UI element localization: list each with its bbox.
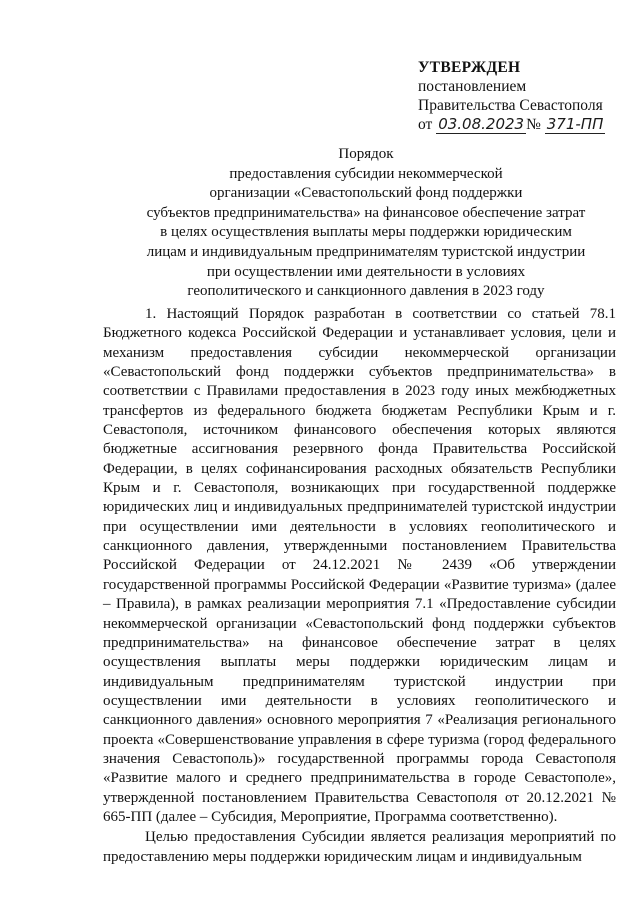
handwritten-number: 371-ПП — [546, 115, 604, 133]
approval-line-decree: постановлением — [418, 78, 527, 95]
title-line-8: геополитического и санкционного давления в 2023 году — [187, 283, 545, 300]
body-paragraph-2: Целью предоставления Субсидии является реализация мероприятий по предоставлению меры поддержки юридическим лицам и индивидуальным — [103, 829, 616, 865]
approval-stamp-block — [418, 58, 628, 134]
title-line-5: в целях осуществления выплаты меры поддержки юридическим — [160, 224, 572, 241]
title-line-7: при осуществлении ими деятельности в условиях — [206, 263, 526, 280]
approval-line-government: Правительства Севастополя — [418, 97, 603, 114]
handwritten-date: 03.08.2023 — [438, 115, 525, 133]
approval-date-line — [418, 115, 628, 134]
document-title — [96, 145, 636, 302]
title-line-2: предоставления субсидии некоммерческой — [229, 165, 503, 182]
date-prefix: от — [418, 116, 433, 133]
document-body — [103, 305, 616, 867]
title-line-4: субъектов предпринимательства» на финансовое обеспечение затрат — [146, 204, 586, 221]
number-prefix: № — [526, 116, 541, 133]
title-line-6: лицам и индивидуальным предпринимателям туристской индустрии — [146, 243, 586, 260]
title-line-1: Порядок — [338, 146, 394, 162]
title-line-3: организации «Севастопольский фонд поддержки — [209, 185, 523, 202]
approval-heading: УТВЕРЖДЕН — [418, 59, 521, 76]
body-paragraph-1: 1. Настоящий Порядок разработан в соответствии со статьей 78.1 Бюджетного кодекса Российской Федерации и устанавливает условия, цели и механизм предоставления субсидии некоммерческой организации «Севастопольский фонд поддержки субъектов предпринимательства» в соответствии с Правилами предоставления в 2023 году иных межбюджетных трансфертов из федерального бюджета бюджетам Республики Крым и г. Севастополя, источником финансового обеспечения которых являются бюджетные ассигнования резервного фонда Правительства Российской Федерации, в целях софинансирования расходных обязательств Республики Крым и г. Севастополя, возникающих при государственной поддержке юридических лиц и индивидуальных предпринимателей туристской индустрии при осуществлении ими деятельности в условиях геополитического и санкционного давления, утвержденными постановлением Правительства Российской Федерации от 24.12.2021 № 2439 «Об утверждении государственной программы Российской Федерации «Развитие туризма» (далее – Правила), в рамках реализации мероприятия 7.1 «Предоставление субсидии некоммерческой организации «Севастопольский фонд поддержки субъектов предпринимательства» на финансовое обеспечение затрат в целях осуществления выплаты меры поддержки юридическим лицам и индивидуальным предпринимателям туристской индустрии при осуществлении ими деятельности в условиях геополитического и санкционного давления» основного мероприятия 7 «Реализация регионального проекта «Совершенствование управления в сфере туризма (город федерального значения Севастополь)» государственной программы города Севастополя «Развитие малого и среднего предпринимательства в городе Севастополе», утвержденной постановлением Правительства Севастополя от 20.12.2021 № 665-ПП (далее – Субсидия, Мероприятие, Программа соответственно). — [103, 306, 616, 825]
